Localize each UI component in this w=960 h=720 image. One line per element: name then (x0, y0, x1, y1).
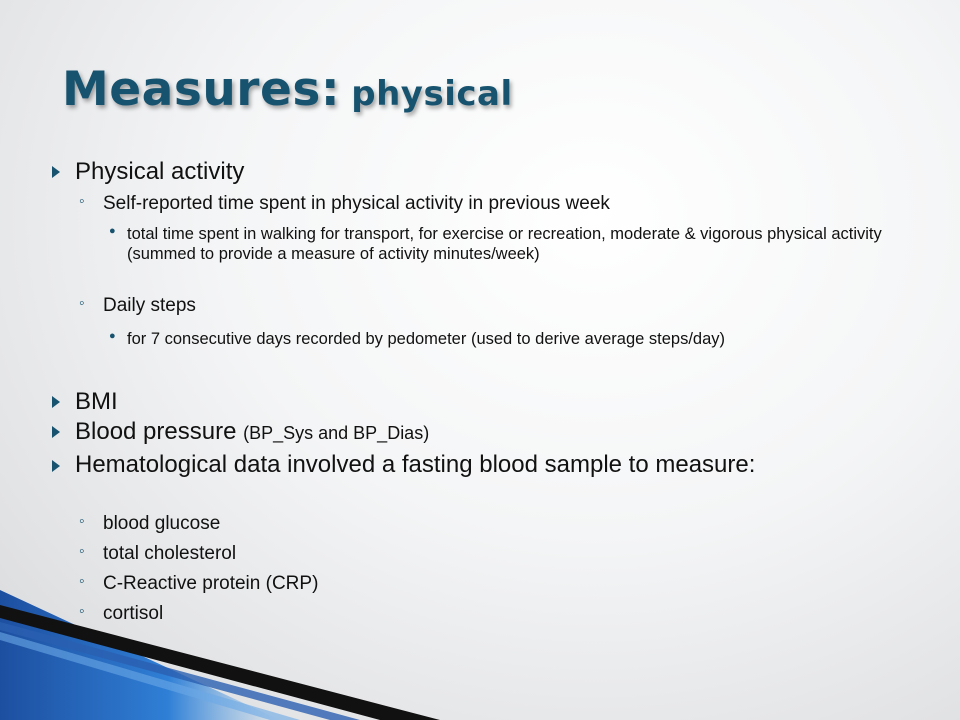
circle-bullet-icon: ◦ (79, 193, 85, 210)
bullet-physical-activity: Physical activity (75, 158, 245, 185)
dot-bullet-icon: ● (109, 330, 116, 342)
title-main: Measures: (62, 62, 341, 117)
bullet-daily-steps: Daily steps (103, 295, 196, 316)
bullet-cortisol: cortisol (103, 603, 164, 624)
title-sub: physical (351, 74, 513, 114)
blood-pressure-paren: (BP_Sys and BP_Dias) (243, 423, 430, 443)
pedometer-main: for 7 consecutive days recorded by pedometer (127, 330, 467, 348)
bullet-hematological: Hematological data involved a fasting blood sample to measure: (75, 451, 756, 478)
circle-bullet-icon: ◦ (79, 603, 85, 620)
blood-pressure-label: Blood pressure (75, 418, 237, 445)
bullet-blood-glucose: blood glucose (103, 513, 221, 534)
bullet-self-reported: Self-reported time spent in physical activity in previous week (103, 193, 610, 214)
bullet-total-time: total time spent in walking for transport, for exercise or recreation, moderate & vigorous physical activity (summed to provide a measure of activity minutes/week) (127, 225, 882, 263)
pedometer-paren: (used to derive average steps/day) (470, 330, 726, 348)
circle-bullet-icon: ◦ (79, 573, 85, 590)
circle-bullet-icon: ◦ (79, 513, 85, 530)
bullet-bmi: BMI (75, 388, 118, 415)
bullet-total-cholesterol: total cholesterol (103, 543, 237, 564)
dot-bullet-icon: ● (109, 225, 116, 237)
circle-bullet-icon: ◦ (79, 543, 85, 560)
bullet-crp: C-Reactive protein (CRP) (103, 573, 319, 594)
circle-bullet-icon: ◦ (79, 295, 85, 312)
